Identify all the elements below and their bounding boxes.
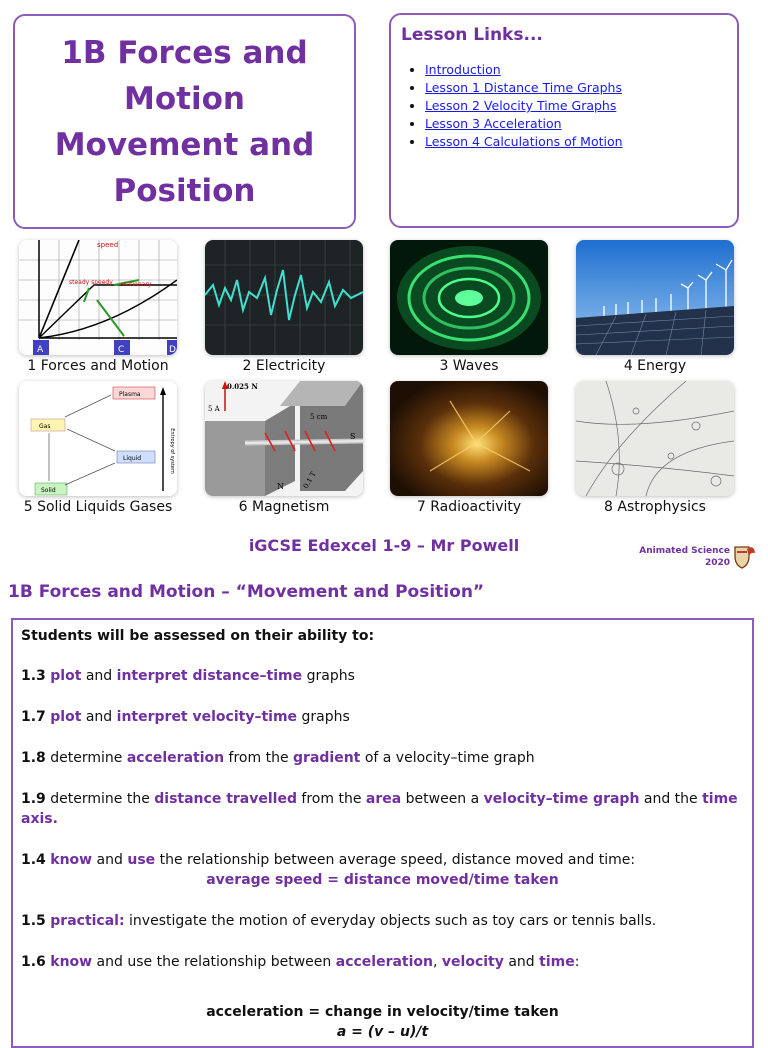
link-lesson-2[interactable]: Lesson 2 Velocity Time Graphs bbox=[425, 98, 617, 113]
graph-label-speed: speed bbox=[97, 241, 119, 249]
topic-label: 1 Forces and Motion bbox=[27, 358, 169, 374]
lesson-links-heading: Lesson Links... bbox=[401, 25, 543, 45]
states-of-matter-image bbox=[19, 381, 177, 496]
topic-tile-electricity[interactable] bbox=[205, 240, 363, 374]
brand-logo bbox=[639, 544, 756, 570]
spec-item-1-9: 1.9 determine the distance travelled from the area between a velocity–time graph and the time axis. bbox=[21, 791, 738, 827]
oscilloscope-image bbox=[205, 240, 363, 355]
state-solid: Solid bbox=[41, 487, 56, 494]
topic-label: 3 Waves bbox=[439, 358, 499, 374]
topic-tile-forces[interactable] bbox=[19, 240, 177, 374]
list-item bbox=[425, 133, 727, 151]
spec-item-1-5: 1.5 practical: investigate the motion of everyday objects such as toy cars or tennis balls. bbox=[21, 913, 657, 929]
radioactive-glow-image bbox=[390, 381, 548, 496]
state-liquid: Liquid bbox=[123, 455, 142, 462]
topic-tile-states[interactable] bbox=[19, 381, 177, 515]
pole-n-label: N bbox=[277, 482, 284, 491]
solar-wind-farm-image bbox=[576, 240, 734, 355]
section-heading: 1B Forces and Motion – “Movement and Position” bbox=[8, 582, 485, 602]
topic-tile-radioactivity[interactable] bbox=[390, 381, 548, 515]
formula-average-speed: average speed = distance moved/time taken bbox=[206, 872, 559, 888]
topic-label: 4 Energy bbox=[623, 358, 687, 374]
list-item bbox=[425, 97, 727, 115]
spec-item-1-8: 1.8 determine acceleration from the gradient of a velocity–time graph bbox=[21, 750, 535, 766]
title-line: Movement and bbox=[54, 126, 315, 163]
svg-text:C: C bbox=[118, 345, 125, 355]
bubble-chamber-image bbox=[576, 381, 734, 496]
magnet-force-image bbox=[205, 381, 363, 496]
brand-year: 2020 bbox=[704, 558, 730, 568]
spec-item-1-6: 1.6 know and use the relationship between acceleration, velocity and time: bbox=[21, 954, 580, 970]
link-lesson-1[interactable]: Lesson 1 Distance Time Graphs bbox=[425, 80, 622, 95]
page-title bbox=[55, 30, 315, 214]
spec-item-1-4: 1.4 know and use the relationship between average speed, distance moved and time: bbox=[21, 852, 636, 868]
lesson-links-list bbox=[401, 61, 727, 151]
list-item bbox=[425, 61, 727, 79]
topic-tile-astrophysics[interactable] bbox=[576, 381, 734, 515]
svg-text:D: D bbox=[169, 345, 176, 355]
current-label: 5 A bbox=[208, 405, 220, 413]
field-label: 0.1 T bbox=[301, 470, 318, 490]
axis-label-entropy: Entropy of system bbox=[169, 428, 175, 474]
state-gas: Gas bbox=[39, 423, 51, 430]
link-lesson-3[interactable]: Lesson 3 Acceleration bbox=[425, 116, 562, 131]
topic-label: 7 Radioactivity bbox=[416, 499, 522, 515]
spec-item-1-7: 1.7 plot and interpret velocity–time graphs bbox=[21, 709, 350, 725]
title-box bbox=[13, 14, 356, 229]
length-label: 5 cm bbox=[310, 413, 328, 421]
pole-s-label: S bbox=[350, 432, 356, 441]
link-lesson-4[interactable]: Lesson 4 Calculations of Motion bbox=[425, 134, 623, 149]
lesson-links-box bbox=[389, 13, 739, 228]
state-plasma: Plasma bbox=[119, 391, 141, 398]
topic-label: 8 Astrophysics bbox=[604, 499, 706, 515]
spec-item-1-3: 1.3 plot and interpret distance–time graphs bbox=[21, 668, 355, 684]
topic-tile-waves[interactable] bbox=[390, 240, 548, 374]
graph-label-stationary: stationary bbox=[121, 281, 152, 288]
title-line: 1B Forces and bbox=[61, 34, 308, 71]
topic-label: 5 Solid Liquids Gases bbox=[23, 499, 173, 515]
link-introduction[interactable]: Introduction bbox=[425, 62, 501, 77]
svg-text:A: A bbox=[37, 345, 44, 355]
topic-label: 6 Magnetism bbox=[238, 499, 330, 515]
list-item bbox=[425, 79, 727, 97]
graph-label-steady: steady speedy bbox=[69, 279, 113, 286]
course-title: iGCSE Edexcel 1-9 – Mr Powell bbox=[248, 536, 520, 555]
ripple-tank-image bbox=[390, 240, 548, 355]
force-label: 0.025 N bbox=[227, 382, 258, 391]
spec-box bbox=[11, 618, 754, 1048]
list-item bbox=[425, 115, 727, 133]
title-line: Motion bbox=[124, 80, 245, 117]
brand-name: Animated Science bbox=[639, 546, 730, 556]
spec-intro: Students will be assessed on their ability to: bbox=[21, 628, 375, 644]
shield-icon bbox=[732, 544, 756, 570]
topic-tile-magnetism[interactable] bbox=[205, 381, 363, 515]
topic-label: 2 Electricity bbox=[242, 358, 326, 374]
forces-graph-image bbox=[19, 240, 177, 355]
formula-acceleration-symbols: a = (v – u)/t bbox=[336, 1024, 429, 1040]
topic-tile-energy[interactable] bbox=[576, 240, 734, 374]
formula-acceleration: acceleration = change in velocity/time taken bbox=[206, 1004, 559, 1020]
title-line: Position bbox=[113, 172, 256, 209]
